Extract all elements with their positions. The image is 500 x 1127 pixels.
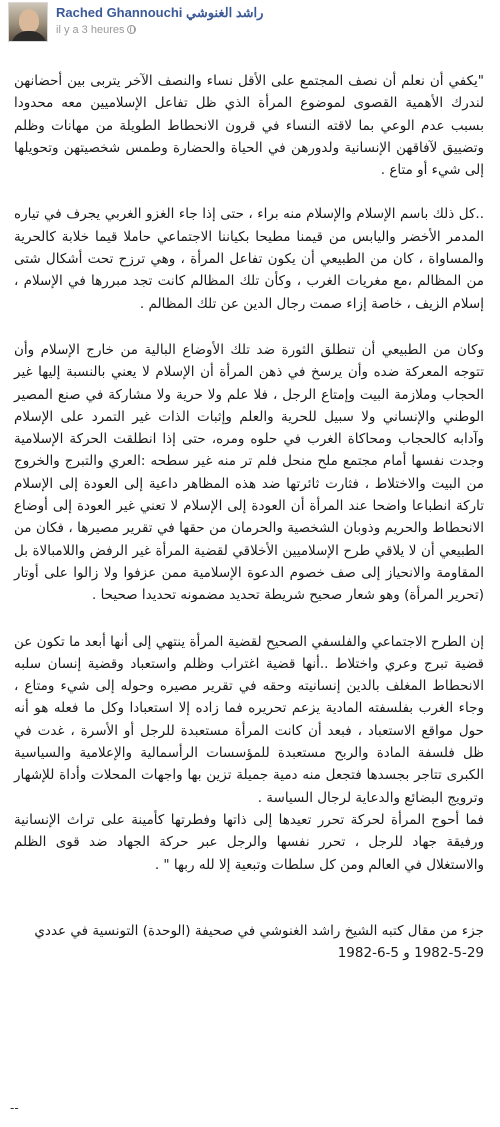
post-paragraph-3: وكان من الطبيعي أن تنطلق الثورة ضد تلك الأوضاع البالية من خارج الإسلام وأن تتوجه المعركة ضده وأن يرسخ في ذهن المرأة أن الإسلام لا يعني بالنسبة إليها غير الحجاب وملازمة البيت وإمتاع الرجل ، فلا علم ولا حرية ولا مشاركة في صنع المصير الوطني والإنساني ولا سبيل للحرية والعلم وإثبات الذات غير التمرد على الإسلام وآدابه كالحجاب ومحاكاة الغرب في حلوه ومره، حتى إذا انطلقت الحركة الإسلامية وجدت نفسها أمام مجتمع ملح منحل فلم تر منه غير سطحه :العري والتبرج والخروج من البيت والاختلاط ، فثارت ثائرتها ضد هذه المظاهر داعية إلى العودة إلى الإسلام تاركة انطباعا واضحا عند المرأة أن العودة إلى الإسلام لا تعني غير العودة إلى أوضاع الانحطاط والحريم وذوبان الشخصية والحرمان من حقها في تقرير مصيرها ، فكان من الطبيعي أن لا يلاقي طرح الإسلاميين الأخلاقي لقضية المرأة غير الرفض واللامبالاة بل المقاومة والانحياز إلى صف خصوم الدعوة الإسلامية ممن عزفوا ولا زالوا على أوتار (تحرير المرأة) وهو شعار صحيح شريطة تحديد مضمونه تحديدا صحيحا .	[14, 341, 484, 604]
post-paragraph-1: "يكفي أن نعلم أن نصف المجتمع على الأقل نساء والنصف الآخر يتربى بين أحضانهن لندرك الأهمية القصوى لموضوع المرأة الذي ظل تفاعل الإسلاميين معه محدودا بسبب عدم الوعي بما لاقته النساء في قرون الانحطاط الطويلة من مهانات وظلم وتضييق لآفاقهن الإنسانية ولدورهن في الحياة والحضارة وطمس شخصيتهن وتحويلها إلى شيء أو متاع .	[14, 73, 484, 179]
post-header	[8, 2, 492, 46]
post-paragraph-2: ..كل ذلك باسم الإسلام والإسلام منه براء ، حتى إذا جاء الغزو الغربي يجرف في تياره المدمر الأخضر واليابس من قيمنا مطيحا بكياننا الاجتماعي حاملا قيما خلابة كالحرية والمساواة ، كان من الطبيعي أن يكون تفاعل المرأة ، وهي ترزح تحت أشكال شتى من المظالم ،مع مغريات الغرب ، وكأن تلك المظالم كانت تجد مبررها في الإسلام ، إسلام الزيف ، خاصة إزاء صمت رجال الدين عن تلك المظالم .	[14, 206, 484, 312]
post-body	[14, 70, 484, 964]
post-paragraph-4: إن الطرح الاجتماعي والفلسفي الصحيح لقضية المرأة ينتهي إلى أنها أبعد ما تكون عن قضية تبرج وعري واختلاط ..أنها قضية اغتراب وظلم واستعباد وقضية إنسان سلبه الانحطاط المغلف بالدين إنسانيته وحقه في تقرير مصيره وحوله إلى شيء ومتاع ، وجاء الغرب بفلسفته المادية يزعم تحريره فما زاده إلا استعبادا وكل ما فعله هو أنه حول مواقع الاستعباد ، فبعد أن كانت المرأة مستعبدة للرجل أو الأسرة ، غدت في ظل فلسفة المادة والربح مستعبدة للمؤسسات الرأسمالية والإعلامية والسياسية الكبرى تتاجر بجسدها فتجعل منه دمية جميلة تزين بها واجهات المحلات وأداة للإشهار وترويج البضائع والدعاية لرجال السياسة .	[14, 633, 484, 806]
post-paragraph-5: فما أحوج المرأة لحركة تحرر تعيدها إلى ذاتها وفطرتها كأمينة على تراث الإنسانية ورفيقة جهاد للرجل ، تحرر نفسها والرجل عبر حركة الجهاد ضد قوى الظلم والاستغلال في العالم ومن كل سلطات وتبعية إلا لله ربها " .	[14, 811, 484, 873]
post-timestamp-link[interactable]: il y a 3 heures	[56, 24, 125, 36]
post-meta	[56, 24, 136, 36]
author-avatar[interactable]	[8, 2, 48, 42]
globe-icon	[127, 25, 136, 34]
post-source-note: جزء من مقال كتبه الشيخ راشد الغنوشي في صحيفة (الوحدة) التونسية في عددي 29-5-1982 و 5-6-1982	[34, 922, 484, 962]
post-signature: --	[10, 1100, 19, 1115]
avatar-shoulders	[11, 31, 47, 42]
author-name-link[interactable]: Rached Ghannouchi راشد الغنوشي	[56, 5, 264, 20]
avatar-face	[19, 9, 39, 33]
